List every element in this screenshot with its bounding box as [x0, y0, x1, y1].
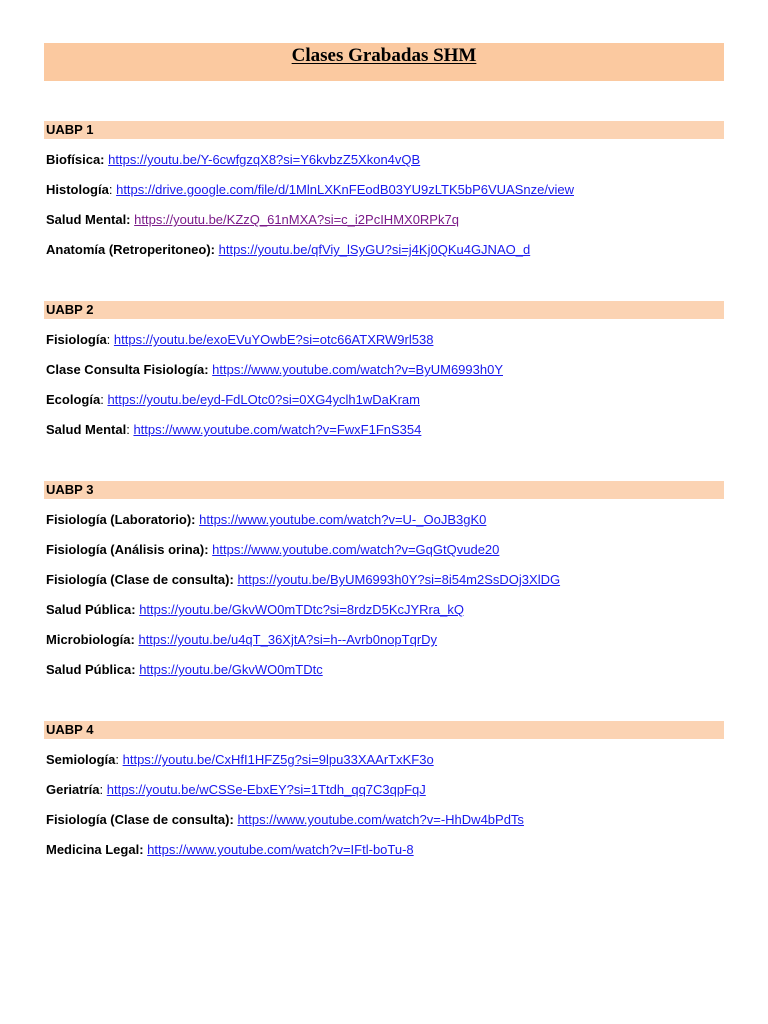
list-item	[44, 175, 724, 205]
list-item	[44, 745, 724, 775]
list-item	[44, 235, 724, 265]
entry-link[interactable]: https://www.youtube.com/watch?v=FwxF1FnS354	[133, 422, 422, 437]
entry-label: Salud Mental	[46, 422, 127, 437]
entry-link[interactable]: https://www.youtube.com/watch?v=IFtl-boTu-8	[147, 842, 414, 857]
list-item	[44, 625, 724, 655]
list-item	[44, 415, 724, 445]
section-header: UABP 2	[44, 301, 724, 319]
list-item	[44, 355, 724, 385]
entry-label: Histología	[46, 182, 109, 197]
entry-link[interactable]: https://youtu.be/exoEVuYOwbE?si=otc66ATXRW9rl538	[113, 332, 434, 347]
entry-separator: :	[99, 782, 104, 797]
list-item	[44, 595, 724, 625]
entry-separator: :	[115, 752, 119, 767]
section-header: UABP 1	[44, 121, 724, 139]
entry-label: Microbiología:	[46, 632, 135, 647]
list-item	[44, 805, 724, 835]
entry-link[interactable]: https://youtu.be/GkvWO0mTDtc?si=8rdzD5KcJYRra_kQ	[139, 602, 464, 617]
entry-label: Fisiología (Laboratorio):	[46, 512, 196, 527]
entry-label: Semiología	[46, 752, 116, 767]
section-uabp-3	[44, 481, 724, 685]
entry-label: Anatomía (Retroperitoneo):	[46, 242, 215, 257]
list-item	[44, 505, 724, 535]
entry-label: Geriatría	[46, 782, 100, 797]
section-uabp-2	[44, 301, 724, 445]
entry-label: Fisiología (Análisis orina):	[46, 542, 209, 557]
entry-link[interactable]: https://youtu.be/CxHfI1HFZ5g?si=9lpu33XAArTxKF3o	[122, 752, 434, 767]
entry-label: Clase Consulta Fisiología:	[46, 362, 209, 377]
entry-link[interactable]: https://drive.google.com/file/d/1MlnLXKnFEodB03YU9zLTK5bP6VUASnze/view	[116, 182, 574, 197]
list-item	[44, 325, 724, 355]
title-bar	[44, 43, 724, 81]
entry-separator: :	[108, 182, 113, 197]
section-uabp-4	[44, 721, 724, 865]
entry-label: Biofísica:	[46, 152, 105, 167]
entry-label: Medicina Legal:	[46, 842, 144, 857]
entry-label: Salud Pública:	[46, 602, 136, 617]
entry-label: Fisiología (Clase de consulta):	[46, 572, 234, 587]
entry-label: Fisiología	[46, 332, 107, 347]
entry-list	[44, 319, 724, 445]
entry-link[interactable]: https://youtu.be/qfViy_lSyGU?si=j4Kj0QKu4GJNAO_d	[218, 242, 531, 257]
list-item	[44, 535, 724, 565]
entry-link[interactable]: https://youtu.be/GkvWO0mTDtc	[139, 662, 323, 677]
entry-link[interactable]: https://youtu.be/eyd-FdLOtc0?si=0XG4yclh1wDaKram	[107, 392, 420, 407]
entry-link[interactable]: https://youtu.be/ByUM6993h0Y?si=8i54m2SsDOj3XlDG	[237, 572, 561, 587]
list-item	[44, 385, 724, 415]
section-header: UABP 3	[44, 481, 724, 499]
entry-link[interactable]: https://youtu.be/u4qT_36XjtA?si=h--Avrb0nopTqrDy	[138, 632, 438, 647]
entry-link[interactable]: https://www.youtube.com/watch?v=-HhDw4bPdTs	[237, 812, 524, 827]
entry-label: Salud Mental:	[46, 212, 131, 227]
entry-link[interactable]: https://www.youtube.com/watch?v=GqGtQvude20	[212, 542, 500, 557]
entry-link[interactable]: https://youtu.be/KZzQ_61nMXA?si=c_i2PcIHMX0RPk7q	[134, 212, 459, 227]
document-title: Clases Grabadas SHM	[291, 45, 477, 66]
entry-list	[44, 739, 724, 865]
entry-separator: :	[100, 392, 104, 407]
entry-separator: :	[126, 422, 130, 437]
list-item	[44, 205, 724, 235]
entry-link[interactable]: https://youtu.be/wCSSe-EbxEY?si=1Ttdh_qq7C3qpFqJ	[106, 782, 426, 797]
entry-label: Ecología	[46, 392, 101, 407]
entry-list	[44, 139, 724, 265]
list-item	[44, 145, 724, 175]
entry-separator: :	[106, 332, 111, 347]
entry-link[interactable]: https://youtu.be/Y-6cwfgzqX8?si=Y6kvbzZ5Xkon4vQB	[108, 152, 421, 167]
section-header: UABP 4	[44, 721, 724, 739]
entry-label: Salud Pública:	[46, 662, 136, 677]
entry-label: Fisiología (Clase de consulta):	[46, 812, 234, 827]
section-uabp-1	[44, 121, 724, 265]
list-item	[44, 565, 724, 595]
entry-link[interactable]: https://www.youtube.com/watch?v=ByUM6993h0Y	[212, 362, 503, 377]
entry-list	[44, 499, 724, 685]
list-item	[44, 835, 724, 865]
list-item	[44, 775, 724, 805]
list-item	[44, 655, 724, 685]
entry-link[interactable]: https://www.youtube.com/watch?v=U-_OoJB3gK0	[199, 512, 487, 527]
